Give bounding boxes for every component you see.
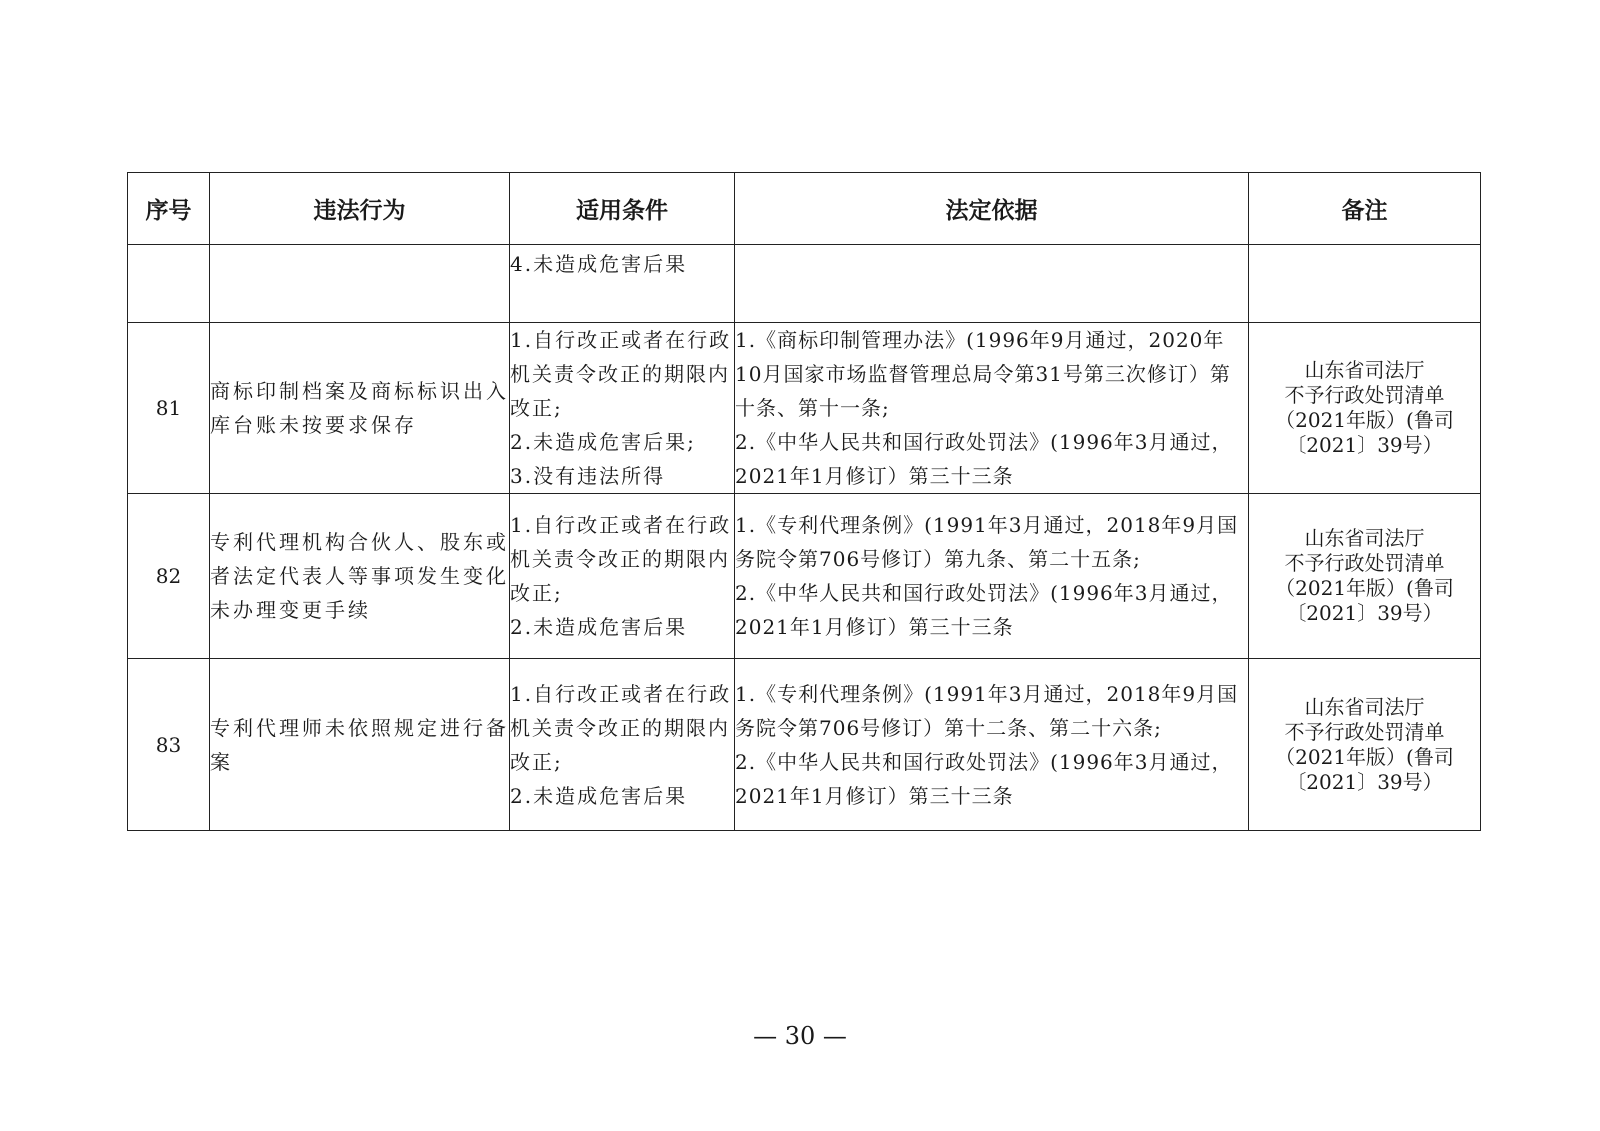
cell-note [1249,494,1481,659]
header-legal-basis: 法定依据 [735,173,1249,245]
cell-act: 商标印制档案及商标标识出入库台账未按要求保存 [210,323,510,494]
condition-line: 3.没有违法所得 [510,464,666,488]
cell-legal-basis [735,245,1249,323]
note-line: 山东省司法厅 [1304,694,1425,719]
cell-conditions [510,659,735,831]
cell-act: 专利代理机构合伙人、股东或者法定代表人等事项发生变化未办理变更手续 [210,494,510,659]
note-line: 不予行政处罚清单 [1284,383,1445,407]
note-line: （2021年版）(鲁司 [1275,576,1454,600]
note-line: 〔2021〕39号） [1286,601,1443,625]
table-row [128,659,1481,831]
note-line: 〔2021〕39号） [1286,433,1443,457]
header-act: 违法行为 [210,173,510,245]
note-line: 〔2021〕39号） [1286,769,1443,794]
basis-line: 1.《专利代理条例》(1991年3月通过，2018年9月国务院令第706号修订）第十二条、第二十六条; [735,681,1239,740]
cell-seq [128,245,210,323]
note-line: 不予行政处罚清单 [1284,551,1445,575]
table-row [128,323,1481,494]
cell-note [1249,323,1481,494]
cell-seq: 82 [128,494,210,659]
condition-line: 1.自行改正或者在行政机关责令改正的期限内改正; [510,681,732,774]
condition-line: 1.自行改正或者在行政机关责令改正的期限内改正; [510,513,732,605]
note-line: 不予行政处罚清单 [1284,719,1445,744]
note-line: （2021年版）(鲁司 [1275,408,1454,432]
basis-line: 2.《中华人民共和国行政处罚法》(1996年3月通过，2021年1月修订）第三十三条 [735,581,1233,639]
note-line: 山东省司法厅 [1304,526,1425,550]
basis-line: 2.《中华人民共和国行政处罚法》(1996年3月通过，2021年1月修订）第三十三条 [735,430,1233,488]
table-row [128,494,1481,659]
page-number: — 30 — [753,1022,847,1050]
cell-conditions [510,323,735,494]
cell-conditions [510,245,735,323]
basis-line: 2.《中华人民共和国行政处罚法》(1996年3月通过，2021年1月修订）第三十三条 [735,749,1233,808]
condition-line: 1.自行改正或者在行政机关责令改正的期限内改正; [510,328,732,420]
cell-act [210,245,510,323]
cell-legal-basis [735,323,1249,494]
cell-act: 专利代理师未依照规定进行备案 [210,659,510,831]
basis-line: 1.《专利代理条例》(1991年3月通过，2018年9月国务院令第706号修订）第九条、第二十五条; [735,513,1239,571]
cell-seq: 81 [128,323,210,494]
note-line: 山东省司法厅 [1304,358,1425,382]
header-note: 备注 [1249,173,1481,245]
header-row [128,173,1481,245]
note-line: （2021年版）(鲁司 [1275,744,1454,769]
cell-seq: 83 [128,659,210,831]
table-row-continuation [128,245,1481,323]
header-conditions: 适用条件 [510,173,735,245]
condition-line: 2.未造成危害后果; [510,430,696,454]
condition-line: 2.未造成危害后果 [510,615,688,639]
basis-line: 1.《商标印制管理办法》(1996年9月通过，2020年10月国家市场监督管理总局令第31号第三次修订）第十条、第十一条; [735,328,1231,420]
header-seq: 序号 [128,173,210,245]
condition-line: 4.未造成危害后果 [510,252,688,276]
cell-legal-basis [735,494,1249,659]
condition-line: 2.未造成危害后果 [510,783,688,808]
cell-note [1249,245,1481,323]
cell-conditions [510,494,735,659]
penalty-exemption-table [127,172,1481,831]
cell-note [1249,659,1481,831]
cell-legal-basis [735,659,1249,831]
